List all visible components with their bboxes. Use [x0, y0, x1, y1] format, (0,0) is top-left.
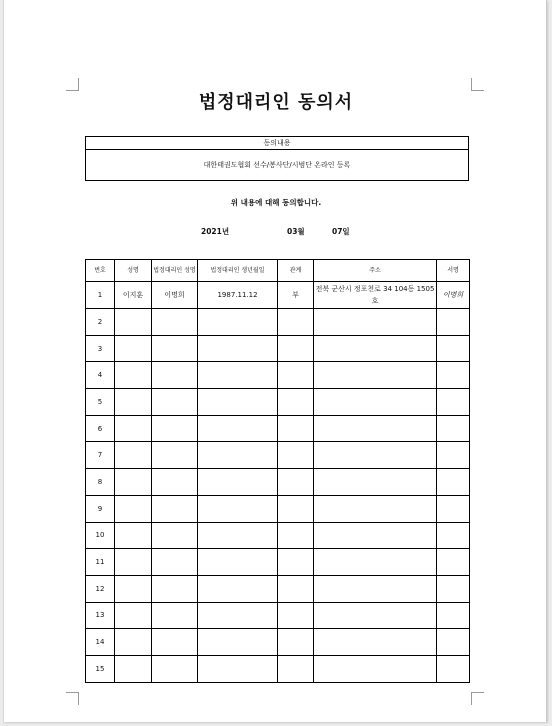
- consent-header: 동의내용: [86, 137, 468, 150]
- header-guardian-birthdate: 법정대리인 생년월일: [198, 260, 278, 282]
- table-row: [86, 655, 470, 682]
- date-month: 03월: [287, 227, 305, 236]
- table-row: [86, 522, 470, 549]
- consent-notice: 위 내용에 대해 동의합니다.: [230, 198, 322, 207]
- cell-name: [115, 362, 152, 389]
- cell-relation: [278, 522, 314, 549]
- table-row: [86, 575, 470, 602]
- cell-birthdate: [198, 469, 278, 496]
- cell-address: [314, 629, 437, 656]
- table-row: [86, 309, 470, 336]
- cell-guardian-name: [152, 575, 198, 602]
- cell-name: [115, 389, 152, 416]
- cell-number: 9: [86, 495, 115, 522]
- cell-address: [314, 415, 437, 442]
- cell-number: 2: [86, 309, 115, 336]
- cell-signature: [437, 522, 470, 549]
- cell-relation: [278, 335, 314, 362]
- table-row: [86, 442, 470, 469]
- cell-relation: [278, 442, 314, 469]
- cell-guardian-name: [152, 469, 198, 496]
- header-number: 번호: [86, 260, 115, 282]
- cell-birthdate: [198, 389, 278, 416]
- cell-guardian-name: 이명희: [152, 282, 198, 309]
- cell-guardian-name: [152, 629, 198, 656]
- guardian-table: [85, 259, 470, 683]
- cell-name: [115, 629, 152, 656]
- cell-birthdate: [198, 309, 278, 336]
- table-row: [86, 415, 470, 442]
- header-address: 주소: [314, 260, 437, 282]
- cell-name: [115, 522, 152, 549]
- cell-address: [314, 549, 437, 576]
- cell-birthdate: [198, 629, 278, 656]
- cell-relation: [278, 389, 314, 416]
- cell-address: [314, 309, 437, 336]
- cell-address: [314, 655, 437, 682]
- cell-number: 13: [86, 602, 115, 629]
- cell-guardian-name: [152, 442, 198, 469]
- cell-guardian-name: [152, 309, 198, 336]
- cell-address: [314, 335, 437, 362]
- cell-address: [314, 602, 437, 629]
- cell-signature: [437, 575, 470, 602]
- cell-signature: [437, 549, 470, 576]
- cell-name: [115, 495, 152, 522]
- cell-number: 15: [86, 655, 115, 682]
- cell-name: [115, 655, 152, 682]
- cell-birthdate: [198, 442, 278, 469]
- cell-signature: [437, 655, 470, 682]
- cell-signature: 이명희: [437, 282, 470, 309]
- cell-name: [115, 575, 152, 602]
- cell-guardian-name: [152, 522, 198, 549]
- table-row: [86, 282, 470, 309]
- cell-relation: [278, 415, 314, 442]
- cell-birthdate: 1987.11.12: [198, 282, 278, 309]
- cell-signature: [437, 602, 470, 629]
- header-relation: 관계: [278, 260, 314, 282]
- cell-guardian-name: [152, 549, 198, 576]
- cell-relation: [278, 469, 314, 496]
- cell-address: [314, 522, 437, 549]
- cell-signature: [437, 495, 470, 522]
- cell-relation: [278, 495, 314, 522]
- cell-signature: [437, 415, 470, 442]
- cell-birthdate: [198, 575, 278, 602]
- cell-address: [314, 469, 437, 496]
- cell-signature: [437, 469, 470, 496]
- cell-address: [314, 389, 437, 416]
- header-name: 성명: [115, 260, 152, 282]
- cell-number: 6: [86, 415, 115, 442]
- cell-name: [115, 602, 152, 629]
- table-row: [86, 495, 470, 522]
- header-guardian-name: 법정대리인 성명: [152, 260, 198, 282]
- table-header-row: [86, 260, 470, 282]
- cell-name: [115, 335, 152, 362]
- cell-birthdate: [198, 602, 278, 629]
- cell-birthdate: [198, 362, 278, 389]
- cell-relation: [278, 575, 314, 602]
- cell-number: 8: [86, 469, 115, 496]
- cell-address: [314, 362, 437, 389]
- cell-guardian-name: [152, 389, 198, 416]
- cell-name: [115, 309, 152, 336]
- cell-relation: [278, 629, 314, 656]
- cell-guardian-name: [152, 655, 198, 682]
- cell-guardian-name: [152, 335, 198, 362]
- cell-relation: [278, 309, 314, 336]
- table-row: [86, 362, 470, 389]
- table-row: [86, 602, 470, 629]
- cell-number: 1: [86, 282, 115, 309]
- cell-signature: [437, 389, 470, 416]
- date-day: 07일: [332, 227, 350, 236]
- cell-name: [115, 415, 152, 442]
- table-row: [86, 629, 470, 656]
- cell-name: 이지훈: [115, 282, 152, 309]
- cell-number: 11: [86, 549, 115, 576]
- crop-mark-bottom-right: [471, 692, 484, 705]
- cell-name: [115, 469, 152, 496]
- cell-address: [314, 575, 437, 602]
- crop-mark-bottom-left: [66, 692, 79, 705]
- table-row: [86, 389, 470, 416]
- cell-signature: [437, 442, 470, 469]
- cell-birthdate: [198, 335, 278, 362]
- cell-birthdate: [198, 655, 278, 682]
- table-row: [86, 549, 470, 576]
- cell-signature: [437, 362, 470, 389]
- date-year: 2021년: [201, 227, 230, 236]
- cell-name: [115, 549, 152, 576]
- cell-guardian-name: [152, 495, 198, 522]
- cell-number: 4: [86, 362, 115, 389]
- cell-relation: 부: [278, 282, 314, 309]
- cell-guardian-name: [152, 362, 198, 389]
- cell-number: 5: [86, 389, 115, 416]
- cell-birthdate: [198, 549, 278, 576]
- cell-relation: [278, 602, 314, 629]
- cell-birthdate: [198, 415, 278, 442]
- header-signature: 서명: [437, 260, 470, 282]
- document-title: 법정대리인 동의서: [198, 92, 354, 113]
- cell-number: 10: [86, 522, 115, 549]
- cell-relation: [278, 655, 314, 682]
- cell-guardian-name: [152, 415, 198, 442]
- cell-signature: [437, 629, 470, 656]
- cell-number: 3: [86, 335, 115, 362]
- table-row: [86, 469, 470, 496]
- cell-relation: [278, 549, 314, 576]
- cell-number: 14: [86, 629, 115, 656]
- cell-name: [115, 442, 152, 469]
- cell-signature: [437, 335, 470, 362]
- table-row: [86, 335, 470, 362]
- cell-address: [314, 442, 437, 469]
- cell-guardian-name: [152, 602, 198, 629]
- cell-relation: [278, 362, 314, 389]
- consent-body: 대한태권도협회 선수/봉사단/시범단 온라인 등록: [203, 161, 351, 169]
- cell-number: 7: [86, 442, 115, 469]
- cell-address: 전북 군산시 정포천로 34 104동 1505호: [314, 282, 437, 309]
- cell-birthdate: [198, 522, 278, 549]
- cell-address: [314, 495, 437, 522]
- consent-box: [85, 136, 469, 181]
- cell-number: 12: [86, 575, 115, 602]
- cell-signature: [437, 309, 470, 336]
- cell-birthdate: [198, 495, 278, 522]
